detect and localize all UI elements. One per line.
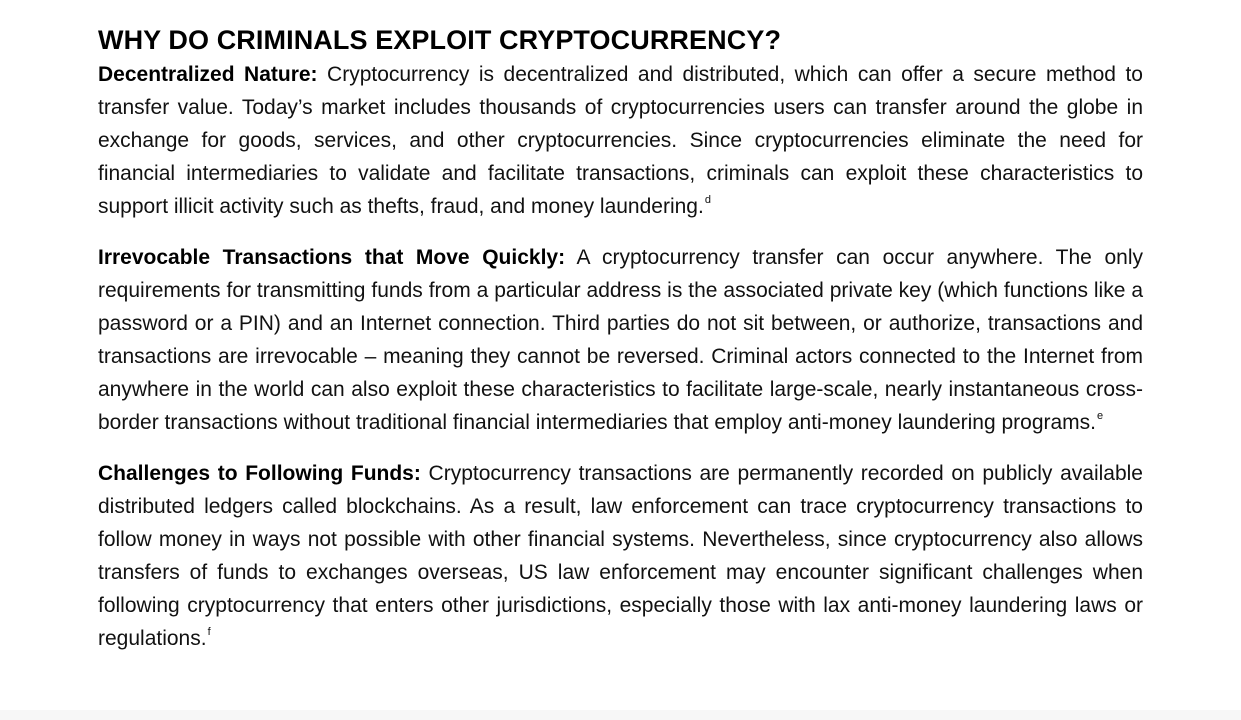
section-body: Cryptocurrency is decentralized and distributed, which can offer a secure method to transfer value. Today’s market includes thousands of cryptocurrencies users can transfer around the globe in exchange for goods, services, and other cryptocurrencies. Since cryptocurrencies eliminate the need for financial intermediaries to validate and facilitate transactions, criminals can exploit these characteristics to support illicit activity such as thefts, fraud, and money laundering.	[98, 63, 1143, 218]
section-body: A cryptocurrency transfer can occur anywhere. The only requirements for transmitting funds from a particular address is the associated private key (which functions like a password or a PIN) and an Internet connection. Third parties do not sit between, or authorize, transactions and transactions are irrevocable – meaning they cannot be reversed. Criminal actors connected to the Internet from anywhere in the world can also exploit these characteristics to facilitate large-scale, nearly instantaneous cross-border transactions without traditional financial intermediaries that employ anti-money laundering programs.	[98, 246, 1143, 434]
section-heading: Challenges to Following Funds:	[98, 462, 421, 485]
footnote-marker[interactable]: d	[704, 193, 711, 206]
section-body: Cryptocurrency transactions are permanently recorded on publicly available distributed ledgers called blockchains. As a result, law enforcement can trace cryptocurrency transactions to follow money in ways not possible with other financial systems. Nevertheless, since cryptocurrency also allows transfers of funds to exchanges overseas, US law enforcement may encounter significant challenges when following cryptocurrency that enters other jurisdictions, especially those with lax anti-money laundering laws or regulations.	[98, 462, 1143, 650]
footnote-marker[interactable]: e	[1097, 409, 1104, 422]
footnote-marker[interactable]: f	[207, 625, 211, 638]
section-heading: Irrevocable Transactions that Move Quickly:	[98, 246, 566, 269]
section-following-funds	[98, 457, 1143, 655]
section-heading: Decentralized Nature:	[98, 63, 318, 86]
section-irrevocable-transactions	[98, 241, 1143, 439]
section-decentralized-nature	[98, 58, 1143, 223]
page-bottom-edge	[0, 710, 1241, 720]
document-title: WHY DO CRIMINALS EXPLOIT CRYPTOCURRENCY?	[98, 25, 782, 55]
document-page	[98, 22, 1143, 655]
